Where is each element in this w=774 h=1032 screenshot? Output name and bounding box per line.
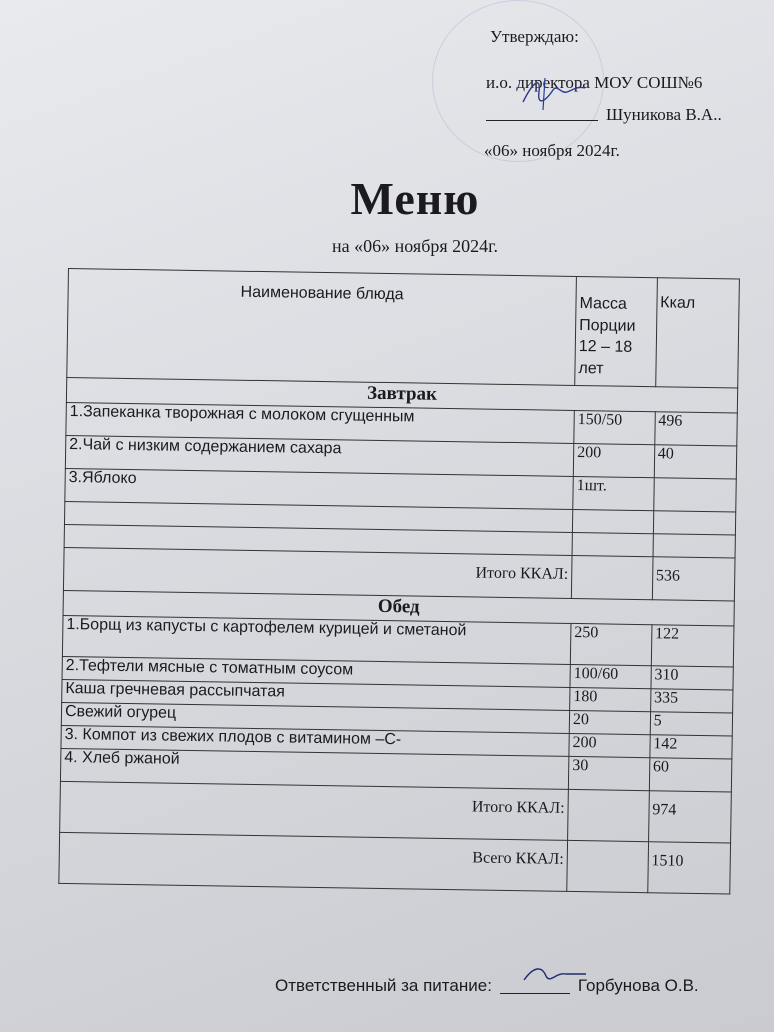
approval-director-name: Шуникова В.А.. (606, 105, 722, 124)
menu-table (58, 268, 740, 894)
dish-name: 1.Запеканка творожная с молоком сгущенным (66, 402, 574, 443)
dish-name: 2.Чай с низким содержанием сахара (65, 435, 573, 476)
grand-total-row (59, 832, 731, 894)
dish-kcal (653, 478, 736, 512)
dish-kcal: 335 (650, 689, 733, 713)
dish-mass: 100/60 (570, 664, 651, 688)
approval-position: и.о. директора МОУ СОШ№6 (486, 73, 703, 92)
footer-name: Горбунова О.В. (577, 976, 699, 995)
responsible-signature (520, 962, 590, 988)
dish-kcal: 5 (650, 712, 733, 736)
dish-name: Свежий огурец (61, 702, 569, 733)
header-mass-line-1: Масса (579, 295, 627, 313)
total-value: 974 (648, 791, 731, 843)
dish-name: 3.Яблоко (65, 468, 573, 509)
dish-name: 4. Хлеб ржаной (60, 748, 568, 789)
header-kcal: Ккал (655, 278, 739, 388)
dish-kcal: 310 (651, 666, 734, 690)
total-label: Итого ККАЛ: (60, 781, 569, 840)
header-portion-mass (575, 276, 657, 386)
section-title-breakfast: Завтрак (66, 377, 737, 413)
dish-mass: 180 (570, 687, 651, 711)
dish-mass: 1шт. (573, 476, 654, 510)
dish-mass: 200 (573, 443, 654, 477)
dish-kcal: 496 (654, 412, 737, 446)
dish-name: 3. Компот из свежих плодов с витамином –С- (61, 725, 569, 756)
dish-mass: 250 (570, 623, 651, 665)
header-mass-line-2: Порции (579, 316, 636, 335)
approval-heading: Утверждаю: (490, 27, 579, 46)
total-label: Итого ККАЛ: (63, 547, 572, 598)
director-signature (515, 72, 595, 114)
dish-mass: 30 (568, 756, 649, 790)
dish-mass: 20 (569, 710, 650, 734)
dish-kcal: 122 (651, 625, 734, 667)
dish-mass: 200 (569, 733, 650, 757)
dish-name: 1.Борщ из капусты с картофелем курицей и сметаной (62, 615, 571, 664)
page-title: Меню (350, 173, 480, 224)
grand-total-value: 1510 (647, 842, 730, 894)
header-mass-line-3: 12 – 18 (578, 338, 633, 357)
grand-total-label: Всего ККАЛ: (59, 832, 568, 891)
footer-label: Ответственный за питание: (275, 976, 492, 995)
dish-kcal: 142 (650, 735, 733, 759)
table-header-row (67, 269, 740, 389)
dish-kcal: 40 (654, 445, 737, 479)
header-mass-line-4: лет (578, 359, 604, 378)
section-title-lunch: Обед (63, 590, 734, 626)
dish-name: Каша гречневая рассыпчатая (62, 679, 570, 710)
dish-mass: 150/50 (574, 410, 655, 444)
header-dish-name: Наименование блюда (67, 269, 577, 386)
dish-name: 2.Тефтели мясные с томатным соусом (62, 656, 570, 687)
total-value: 536 (652, 557, 735, 601)
page-subtitle: на «06» ноября 2024г. (332, 236, 498, 256)
approval-date: «06» ноября 2024г. (484, 141, 620, 160)
footer-responsible (275, 976, 699, 996)
dish-kcal: 60 (649, 758, 732, 792)
